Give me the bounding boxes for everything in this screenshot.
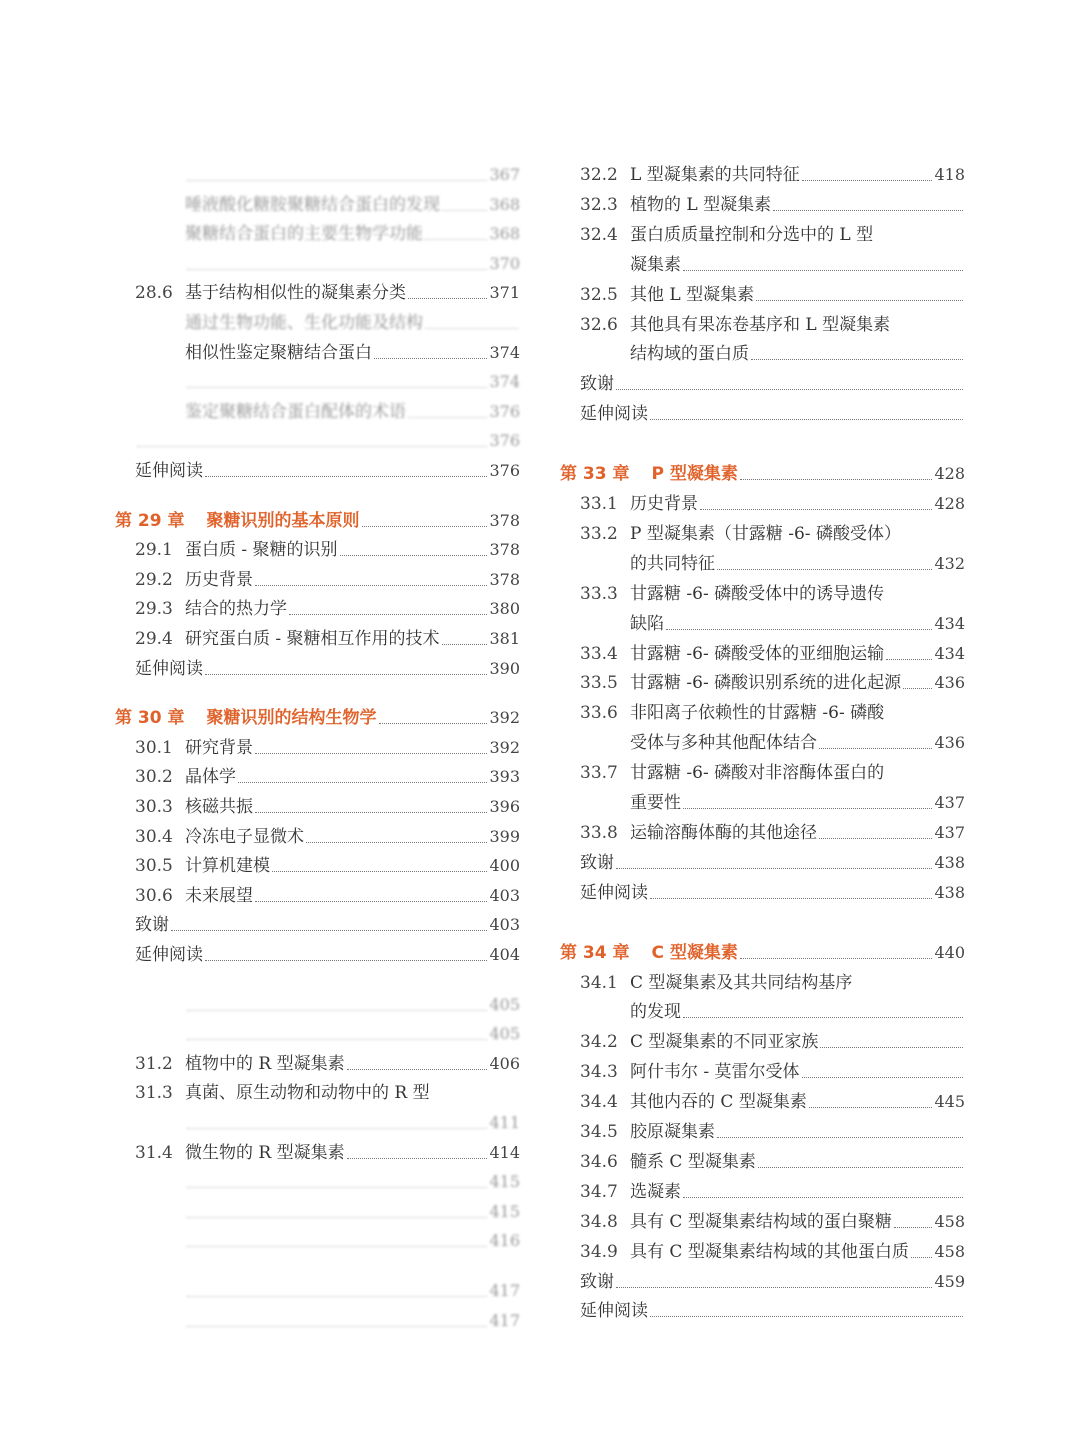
toc-entry[interactable] — [115, 1108, 520, 1134]
dot-leader — [903, 688, 932, 689]
page-number: 381 — [489, 629, 520, 648]
dot-leader — [756, 300, 963, 301]
page-number: 411 — [489, 1113, 520, 1132]
page-number: 436 — [934, 673, 965, 693]
toc-entry[interactable] — [560, 1207, 965, 1233]
toc-entry[interactable] — [560, 758, 965, 784]
section-number: 34.3 — [580, 1062, 618, 1083]
toc-entry[interactable] — [560, 1237, 965, 1263]
dot-leader — [255, 753, 487, 754]
page-number: 376 — [489, 431, 520, 451]
toc-entry[interactable] — [115, 535, 520, 561]
dot-leader — [650, 419, 963, 420]
toc-entry[interactable] — [560, 220, 965, 246]
toc-entry[interactable] — [560, 1296, 965, 1322]
page-number: 403 — [489, 915, 520, 935]
toc-entry[interactable] — [115, 990, 520, 1016]
entry-title: 髓系 C 型凝集素 — [630, 1151, 756, 1172]
section-number: 32.4 — [580, 224, 618, 245]
entry-title: 具有 C 型凝集素结构域的其他蛋白质 — [630, 1241, 909, 1262]
section-number: 33.5 — [580, 673, 618, 694]
dot-leader — [187, 1039, 487, 1040]
dot-leader — [187, 387, 487, 388]
toc-entry[interactable] — [560, 519, 965, 545]
page-number: 405 — [489, 1024, 520, 1044]
entry-title: 唾液酸化糖胺聚糖结合蛋白的发现 — [185, 194, 440, 215]
toc-entry[interactable] — [560, 250, 965, 276]
dot-leader — [802, 180, 933, 181]
toc-entry[interactable] — [560, 698, 965, 724]
dot-leader — [740, 958, 933, 959]
dot-leader — [205, 674, 487, 675]
toc-entry[interactable] — [115, 1167, 520, 1193]
chapter-number: 第 29 章 — [115, 510, 185, 531]
chapter-title: C 型凝集素 — [651, 942, 738, 963]
page-number: 405 — [489, 994, 520, 1014]
toc-entry[interactable] — [115, 190, 520, 216]
chapter-number: 第 30 章 — [115, 708, 185, 729]
toc-entry[interactable] — [560, 339, 965, 365]
entry-title: 甘露糖 -6- 磷酸对非溶酶体蛋白的 — [630, 763, 885, 784]
toc-entry[interactable] — [560, 549, 965, 575]
dot-leader — [650, 1316, 963, 1317]
page-number: 393 — [489, 767, 520, 787]
entry-title: 晶体学 — [185, 767, 236, 788]
entry-title: 的共同特征 — [630, 553, 715, 574]
section-number: 29.3 — [135, 599, 173, 620]
page-number: 376 — [489, 401, 520, 421]
entry-title: 胶原凝集素 — [630, 1122, 715, 1142]
section-number: 34.4 — [580, 1092, 618, 1113]
dot-leader — [802, 1077, 963, 1078]
section-number: 33.3 — [580, 583, 618, 604]
dot-leader — [187, 1326, 487, 1327]
chapter-heading[interactable] — [560, 938, 965, 964]
section-number: 33.2 — [580, 523, 618, 544]
dot-leader — [773, 210, 963, 211]
chapter-heading[interactable] — [115, 506, 520, 532]
toc-entry[interactable] — [560, 878, 965, 904]
dot-leader — [616, 389, 963, 390]
dot-leader — [819, 748, 932, 749]
dot-leader — [425, 328, 518, 329]
dot-leader — [751, 359, 963, 360]
section-number: 33.8 — [580, 822, 618, 843]
dot-leader — [379, 723, 488, 724]
entry-title: 致谢 — [580, 852, 614, 873]
toc-entry[interactable] — [560, 968, 965, 994]
page-number: 459 — [934, 1271, 965, 1291]
page-number: 390 — [489, 658, 520, 678]
chapter-title: P 型凝集素 — [651, 464, 738, 485]
section-number: 29.2 — [135, 569, 173, 590]
toc-entry[interactable] — [115, 733, 520, 759]
toc-entry[interactable] — [115, 792, 520, 818]
section-number: 28.6 — [135, 283, 173, 304]
section-number: 34.7 — [580, 1181, 618, 1202]
entry-title: 延伸阅读 — [135, 658, 203, 679]
dot-leader — [205, 476, 487, 477]
toc-entry[interactable] — [115, 881, 520, 907]
page-number: 378 — [489, 510, 520, 530]
toc-entry[interactable] — [115, 1226, 520, 1252]
page-number: 428 — [934, 464, 965, 484]
toc-entry[interactable] — [560, 818, 965, 844]
page-number: 400 — [489, 856, 520, 876]
entry-title: 研究背景 — [185, 737, 253, 758]
page-number: 371 — [489, 283, 520, 303]
toc-entry[interactable] — [560, 1027, 965, 1053]
dot-leader — [374, 358, 487, 359]
toc-entry[interactable] — [560, 579, 965, 605]
page-number: 437 — [934, 822, 965, 842]
toc-entry[interactable] — [115, 1019, 520, 1045]
toc-entry[interactable] — [115, 397, 520, 423]
dot-leader — [820, 1047, 963, 1048]
entry-title: C 型凝集素及其共同结构基序 — [630, 972, 853, 993]
toc-entry[interactable] — [560, 1267, 965, 1293]
dot-leader — [683, 1197, 963, 1198]
entry-title: 延伸阅读 — [580, 882, 648, 903]
toc-entry[interactable] — [115, 1138, 520, 1164]
toc-entry[interactable] — [115, 565, 520, 591]
toc-entry[interactable] — [115, 1276, 520, 1302]
dot-leader — [683, 808, 932, 809]
entry-title: 基于结构相似性的凝集素分类 — [185, 283, 406, 304]
toc-entry[interactable] — [560, 190, 965, 216]
dot-leader — [717, 569, 932, 570]
entry-title: 蛋白质 - 聚糖的识别 — [185, 540, 338, 561]
entry-title: 甘露糖 -6- 磷酸识别系统的进化起源 — [630, 673, 902, 694]
chapter-number: 第 33 章 — [560, 464, 630, 485]
toc-entry[interactable] — [560, 1057, 965, 1083]
page-number: 378 — [489, 540, 520, 560]
entry-title: 具有 C 型凝集素结构域的蛋白聚糖 — [630, 1211, 892, 1232]
toc-entry[interactable] — [560, 788, 965, 814]
dot-leader — [666, 629, 932, 630]
page-number: 438 — [934, 852, 965, 872]
entry-title: 未来展望 — [185, 885, 253, 906]
page-number: 415 — [489, 1172, 520, 1192]
dot-leader — [425, 239, 487, 240]
section-number: 33.7 — [580, 763, 618, 784]
entry-title: 选凝素 — [630, 1181, 681, 1202]
page-number: 436 — [934, 733, 965, 753]
toc-entry[interactable] — [115, 426, 520, 452]
section-number: 33.1 — [580, 494, 618, 514]
toc-entry[interactable] — [115, 308, 520, 334]
toc-entry[interactable] — [560, 369, 965, 395]
entry-title: 历史背景 — [185, 569, 253, 590]
chapter-title: 聚糖识别的基本原则 — [206, 510, 360, 531]
toc-entry[interactable] — [560, 639, 965, 665]
entry-title: 的发现 — [630, 1002, 681, 1023]
entry-title: 延伸阅读 — [135, 461, 203, 481]
entry-title: 植物的 L 型凝集素 — [630, 194, 772, 215]
toc-entry[interactable] — [560, 310, 965, 336]
toc-entry[interactable] — [115, 654, 520, 680]
dot-leader — [187, 1246, 487, 1247]
entry-title: 计算机建模 — [185, 856, 270, 877]
dot-leader — [187, 269, 487, 270]
page-number: 367 — [489, 165, 520, 184]
toc-entry[interactable] — [115, 160, 520, 186]
entry-title: 阿什韦尔 - 莫雷尔受体 — [630, 1062, 800, 1083]
page-number: 415 — [489, 1201, 520, 1221]
dot-leader — [442, 644, 488, 645]
toc-entry[interactable] — [115, 624, 520, 650]
toc-entry[interactable] — [560, 160, 965, 186]
dot-leader — [819, 838, 932, 839]
toc-entry[interactable] — [115, 338, 520, 364]
entry-title: C 型凝集素的不同亚家族 — [630, 1032, 819, 1053]
dot-leader — [886, 659, 932, 660]
dot-leader — [255, 812, 487, 813]
section-number: 31.2 — [135, 1053, 173, 1074]
toc-entry[interactable] — [560, 668, 965, 694]
entry-title: 蛋白质质量控制和分选中的 L 型 — [630, 224, 874, 245]
section-number: 32.2 — [580, 165, 618, 185]
dot-leader — [171, 930, 487, 931]
section-number: 29.4 — [135, 629, 173, 649]
dot-leader — [187, 1217, 487, 1218]
page-number: 399 — [489, 826, 520, 846]
section-number: 34.2 — [580, 1032, 618, 1053]
toc-entry[interactable] — [560, 280, 965, 306]
toc-entry[interactable] — [115, 367, 520, 393]
entry-title: 其他内吞的 C 型凝集素 — [630, 1092, 807, 1113]
dot-leader — [187, 1010, 487, 1011]
chapter-title: 聚糖识别的结构生物学 — [206, 708, 377, 729]
entry-title: 致谢 — [580, 374, 614, 395]
page-number: 404 — [489, 945, 520, 964]
dot-leader — [911, 1257, 933, 1258]
entry-title: 甘露糖 -6- 磷酸受体的亚细胞运输 — [630, 643, 885, 664]
dot-leader — [187, 180, 487, 181]
page-number: 370 — [489, 253, 520, 273]
page-number: 392 — [489, 737, 520, 757]
dot-leader — [616, 868, 932, 869]
toc-entry[interactable] — [115, 910, 520, 936]
toc-entry[interactable] — [115, 762, 520, 788]
dot-leader — [137, 446, 487, 447]
toc-entry[interactable] — [560, 728, 965, 754]
page-number: 440 — [934, 942, 965, 962]
dot-leader — [758, 1167, 963, 1168]
page-number: 378 — [489, 569, 520, 589]
dot-leader — [809, 1107, 933, 1108]
toc-entry[interactable] — [115, 594, 520, 620]
page-number: 416 — [489, 1231, 520, 1251]
dot-leader — [700, 509, 932, 510]
section-number: 30.5 — [135, 856, 173, 877]
section-number: 32.3 — [580, 194, 618, 215]
dot-leader — [187, 1128, 487, 1129]
page-number: 403 — [489, 885, 520, 905]
entry-title: 致谢 — [135, 915, 169, 936]
page-number: 417 — [489, 1310, 520, 1330]
page-number: 414 — [489, 1142, 520, 1162]
toc-entry[interactable] — [115, 456, 520, 482]
entry-title: 重要性 — [630, 793, 681, 813]
entry-title: 其他具有果冻卷基序和 L 型凝集素 — [630, 314, 891, 335]
entry-title: 聚糖结合蛋白的主要生物学功能 — [185, 224, 423, 245]
dot-leader — [238, 782, 487, 783]
page-number: 376 — [489, 461, 520, 480]
toc-entry[interactable] — [560, 1177, 965, 1203]
page-number: 396 — [489, 797, 520, 816]
dot-leader — [683, 270, 963, 271]
entry-title: 非阳离子依赖性的甘露糖 -6- 磷酸 — [630, 703, 885, 724]
dot-leader — [255, 901, 487, 902]
section-number: 32.5 — [580, 284, 618, 305]
dot-leader — [205, 960, 487, 961]
page-number: 406 — [489, 1053, 520, 1073]
entry-title: 甘露糖 -6- 磷酸受体中的诱导遗传 — [630, 583, 885, 604]
dot-leader — [740, 479, 933, 480]
entry-title: 微生物的 R 型凝集素 — [185, 1142, 345, 1163]
dot-leader — [306, 842, 487, 843]
entry-title: 延伸阅读 — [580, 404, 648, 425]
chapter-number: 第 34 章 — [560, 942, 630, 963]
page-number: 392 — [489, 708, 520, 728]
section-number: 33.6 — [580, 703, 618, 724]
entry-title: 延伸阅读 — [580, 1301, 648, 1322]
entry-title: 植物中的 R 型凝集素 — [185, 1053, 345, 1074]
page-number: 437 — [934, 793, 965, 812]
section-number: 30.2 — [135, 767, 173, 788]
entry-title: 受体与多种其他配体结合 — [630, 733, 817, 754]
entry-title: 相似性鉴定聚糖结合蛋白 — [185, 342, 372, 363]
dot-leader — [616, 1287, 932, 1288]
dot-leader — [272, 871, 487, 872]
toc-entry[interactable] — [560, 997, 965, 1023]
page-number: 458 — [934, 1211, 965, 1231]
section-number: 32.6 — [580, 314, 618, 335]
toc-entry[interactable] — [560, 848, 965, 874]
page-number: 368 — [489, 224, 520, 244]
page-number: 417 — [489, 1281, 520, 1300]
page-number: 418 — [934, 165, 965, 184]
toc-entry[interactable] — [115, 1078, 520, 1104]
section-number: 31.4 — [135, 1142, 173, 1163]
dot-leader — [408, 417, 487, 418]
dot-leader — [347, 1069, 488, 1070]
toc-entry[interactable] — [115, 1306, 520, 1332]
section-number: 34.9 — [580, 1241, 618, 1262]
dot-leader — [442, 210, 487, 211]
dot-leader — [362, 526, 488, 527]
entry-title: 真菌、原生动物和动物中的 R 型 — [185, 1083, 430, 1104]
page-number: 380 — [489, 599, 520, 619]
toc-entry[interactable] — [560, 489, 965, 515]
section-number: 34.1 — [580, 972, 618, 993]
page-number: 374 — [489, 342, 520, 362]
toc-entry[interactable] — [115, 219, 520, 245]
entry-title: P 型凝集素（甘露糖 -6- 磷酸受体） — [630, 523, 901, 544]
chapter-heading[interactable] — [115, 703, 520, 729]
section-number: 31.3 — [135, 1083, 173, 1104]
dot-leader — [683, 1017, 963, 1018]
section-number: 34.8 — [580, 1211, 618, 1232]
toc-entry[interactable] — [115, 851, 520, 877]
page-number: 438 — [934, 882, 965, 902]
toc-entry[interactable] — [115, 1049, 520, 1075]
entry-title: 致谢 — [580, 1271, 614, 1292]
entry-title: 其他 L 型凝集素 — [630, 284, 755, 305]
section-number: 30.3 — [135, 797, 173, 817]
toc-entry[interactable] — [560, 609, 965, 635]
toc-entry[interactable] — [115, 940, 520, 966]
section-number: 34.6 — [580, 1151, 618, 1172]
page-number: 368 — [489, 194, 520, 214]
entry-title: 历史背景 — [630, 494, 698, 514]
entry-title: 凝集素 — [630, 254, 681, 275]
section-number: 29.1 — [135, 540, 173, 561]
entry-title: 缺陷 — [630, 613, 664, 634]
entry-title: 鉴定聚糖结合蛋白配体的术语 — [185, 401, 406, 422]
page-number: 434 — [934, 643, 965, 663]
entry-title: 核磁共振 — [185, 797, 253, 817]
section-number: 30.1 — [135, 737, 173, 758]
dot-leader — [717, 1137, 963, 1138]
dot-leader — [650, 898, 932, 899]
page-number: 445 — [934, 1092, 965, 1112]
section-number: 30.6 — [135, 885, 173, 906]
toc-entry[interactable] — [115, 822, 520, 848]
toc-entry[interactable] — [560, 399, 965, 425]
page-number: 428 — [934, 494, 965, 513]
dot-leader — [289, 614, 487, 615]
toc-entry[interactable] — [115, 278, 520, 304]
toc-entry[interactable] — [115, 1197, 520, 1223]
toc-entry[interactable] — [560, 1147, 965, 1173]
entry-title: 延伸阅读 — [135, 945, 203, 965]
entry-title: 结构域的蛋白质 — [630, 344, 749, 365]
toc-entry[interactable] — [560, 1087, 965, 1113]
section-number: 30.4 — [135, 826, 173, 847]
entry-title: 运输溶酶体酶的其他途径 — [630, 822, 817, 843]
entry-title: 通过生物功能、生化功能及结构 — [185, 313, 423, 333]
section-number: 34.5 — [580, 1122, 618, 1142]
toc-entry[interactable] — [115, 249, 520, 275]
dot-leader — [187, 1296, 487, 1297]
dot-leader — [894, 1227, 933, 1228]
dot-leader — [347, 1158, 488, 1159]
toc-entry[interactable] — [560, 1117, 965, 1143]
entry-title: L 型凝集素的共同特征 — [630, 165, 800, 185]
page-number: 374 — [489, 372, 520, 392]
entry-title: 结合的热力学 — [185, 599, 287, 620]
entry-title: 研究蛋白质 - 聚糖相互作用的技术 — [185, 629, 440, 649]
page-number: 432 — [934, 553, 965, 573]
dot-leader — [187, 1187, 487, 1188]
dot-leader — [340, 555, 488, 556]
page-number: 458 — [934, 1241, 965, 1261]
entry-title: 冷冻电子显微术 — [185, 826, 304, 847]
section-number: 33.4 — [580, 643, 618, 664]
dot-leader — [255, 585, 487, 586]
chapter-heading[interactable] — [560, 459, 965, 485]
dot-leader — [408, 298, 487, 299]
page-number: 434 — [934, 613, 965, 633]
